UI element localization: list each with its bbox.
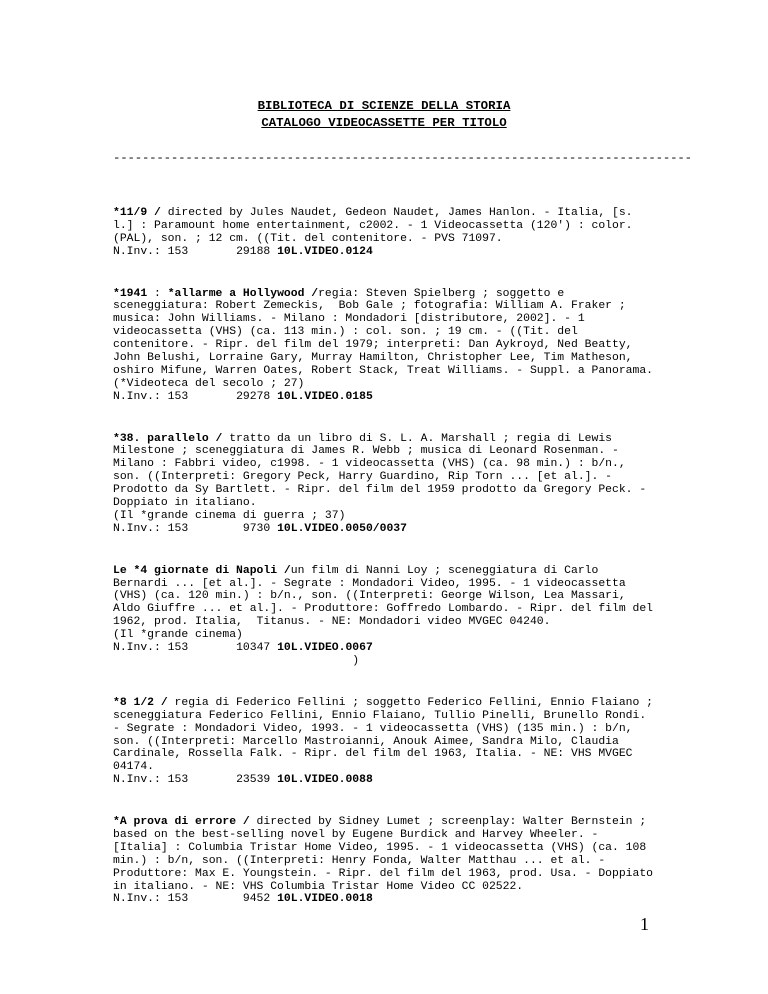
entry-line: (*Videoteca del secolo ; 27) [113,377,305,390]
catalog-entry [113,816,673,906]
entry-line: Prodotto da Sy Bartlett. - Ripr. del film del 1959 prodotto da Gregory Peck. - [113,484,647,497]
entry-title: *8 1/2 / [113,696,168,709]
library-name: BIBLIOTECA DI SCIENZE DELLA STORIA [257,99,511,113]
entry-title: *A prova di errore / [113,816,250,829]
entry-line: (VHS) (ca. 120 min.) : b/n., son. ((Interpreti: George Wilson, Lea Massari, [113,590,626,603]
inventory-number: 9730 [242,522,271,535]
entry-inventory-line [113,523,673,536]
separator-line: -------------------------------------------------------------------------------- [113,151,692,165]
entry-first-line-text: tratto da un libro di S. L. A. Marshall ; regia di Lewis [222,432,612,445]
entry-line: l.] : Paramount home entertainment, c2002. - 1 Videocassetta (120') : color. [113,219,633,232]
entry-line: (Il *grande cinema) [113,629,243,642]
inventory-label: N.Inv.: 153 [113,893,189,906]
entry-line: 04174. [113,761,155,774]
entry-line: sceneggiatura: Robert Zemeckis, Bob Gale ; fotografia: William A. Fraker ; [113,300,626,313]
entry-line: videocassetta (VHS) (ca. 113 min.) : col. son. ; 19 cm. - ((Tit. del [113,326,578,339]
entry-line: Doppiato in italiano. [113,497,257,510]
catalog-entry [113,207,673,259]
entry-first-line [113,207,673,220]
entry-line: 1962, prod. Italia, Titanus. - NE: Mondadori video MVGEC 04240. [113,616,551,629]
entry-first-line [113,816,673,829]
entry-trailing-line [113,655,673,668]
entry-first-line [113,565,673,578]
inventory-label: N.Inv.: 153 [113,245,189,258]
catalog-entries [113,207,673,935]
entry-first-line-text: directed by Sidney Lumet ; screenplay: Walter Bernstein ; [249,816,647,829]
inventory-number: 10347 [236,642,271,655]
entry-line: (Il *grande cinema di guerra ; 37) [113,509,346,522]
entry-first-line [113,288,673,301]
entry-line: [Italia] : Columbia Tristar Home Video, 1995. - 1 videocassetta (VHS) (ca. 108 [113,841,647,854]
entry-title: Le *4 giornate di Napoli / [113,564,291,577]
entry-line: Produttore: Max E. Youngstein. - Ripr. del film del 1963, prod. Usa. - Doppiato [113,867,654,880]
entry-line: John Belushi, Lorraine Gary, Murray Hamilton, Christopher Lee, Tim Matheson, [113,352,633,365]
entry-title-separator: : [147,287,168,300]
entry-inventory-line [113,774,673,787]
inventory-label: N.Inv.: 153 [113,642,189,655]
entry-line: min.) : b/n, son. ((Interpreti: Henry Fonda, Walter Matthau ... et al. - [113,854,606,867]
inventory-label: N.Inv.: 153 [113,390,189,403]
shelf-location: 10L.VIDEO.0185 [277,390,373,403]
entry-line: sceneggiatura Federico Fellini, Ennio Flaiano, Tullio Pinelli, Brunello Rondi. [113,709,647,722]
catalog-entry [113,565,673,668]
inventory-label: N.Inv.: 153 [113,774,189,787]
catalog-title: CATALOGO VIDEOCASSETTE PER TITOLO [261,116,507,130]
entry-title: *1941 [113,287,148,300]
entry-line: musica: John Williams. - Milano : Mondadori [distributore, 2002]. - 1 [113,313,585,326]
inventory-number: 9452 [242,893,271,906]
entry-line: son. ((Interpreti: Gregory Peck, Harry Guardino, Rip Torn ... [et al.]. - [113,471,612,484]
page-number: 1 [640,914,649,934]
entry-line: based on the best-selling novel by Eugene Burdick and Harvey Wheeler. - [113,828,599,841]
entry-line: Cardinale, Rossella Falk. - Ripr. del film del 1963, Italia. - NE: VHS MVGEC [113,748,633,761]
entry-line: Milestone ; sceneggiatura di James R. Webb ; musica di Leonard Rosenman. - [113,445,619,458]
entry-line: - Segrate : Mondadori Video, 1993. - 1 videocassetta (VHS) (135 min.) : b/n, [113,722,633,735]
entry-line: in italiano. - NE: VHS Columbia Tristar Home Video CC 02522. [113,880,524,893]
inventory-number: 29188 [236,245,271,258]
entry-inventory-line [113,246,673,259]
entry-line: (PAL), son. ; 12 cm. ((Tit. del contenitore. - PVS 71097. [113,232,503,245]
entry-line: Aldo Giuffre ... et al.]. - Produttore: Goffredo Lombardo. - Ripr. del film del [113,603,654,616]
entry-subtitle: *allarme a Hollywood / [167,287,319,300]
entry-inventory-line [113,642,673,655]
shelf-location: 10L.VIDEO.0018 [277,893,373,906]
document-header [0,98,768,132]
shelf-location: 10L.VIDEO.0067 [277,642,373,655]
entry-first-line-text: un film di Nanni Loy ; sceneggiatura di Carlo [290,564,599,577]
entry-inventory-line [113,893,673,906]
entry-line: Bernardi ... [et al.]. - Segrate : Mondadori Video, 1995. - 1 videocassetta [113,577,626,590]
catalog-entry [113,697,673,787]
entry-line: contenitore. - Ripr. del film del 1979; interpreti: Dan Aykroyd, Ned Beatty, [113,339,633,352]
shelf-location: 10L.VIDEO.0088 [277,774,373,787]
inventory-number: 23539 [236,774,271,787]
entry-first-line [113,433,673,446]
entry-first-line [113,697,673,710]
entry-line: son. ((Interpreti: Marcello Mastroianni, Anouk Aimee, Sandra Milo, Claudia [113,735,619,748]
entry-line: oshiro Mifune, Warren Oates, Robert Stack, Treat Williams. - Suppl. a Panorama. [113,364,654,377]
shelf-location: 10L.VIDEO.0124 [277,245,373,258]
entry-first-line-text: regia: Steven Spielberg ; soggetto e [318,287,565,300]
entry-first-line-text: directed by Jules Naudet, Gedeon Naudet, James Hanlon. - Italia, [s. [160,207,633,219]
shelf-location: 10L.VIDEO.0050/0037 [277,522,407,535]
inventory-label: N.Inv.: 153 [113,522,189,535]
inventory-number: 29278 [236,390,271,403]
entry-title: *38. parallelo / [113,432,223,445]
entry-first-line-text: regia di Federico Fellini ; soggetto Federico Fellini, Ennio Flaiano ; [167,696,654,709]
catalog-entry [113,433,673,536]
entry-title: *11/9 / [113,207,161,219]
entry-trailing-paren: ) [352,654,360,667]
catalog-entry [113,288,673,404]
entry-line: Milano : Fabbri video, c1998. - 1 videocassetta (VHS) (ca. 98 min.) : b/n., [113,458,626,471]
entry-inventory-line [113,391,673,404]
